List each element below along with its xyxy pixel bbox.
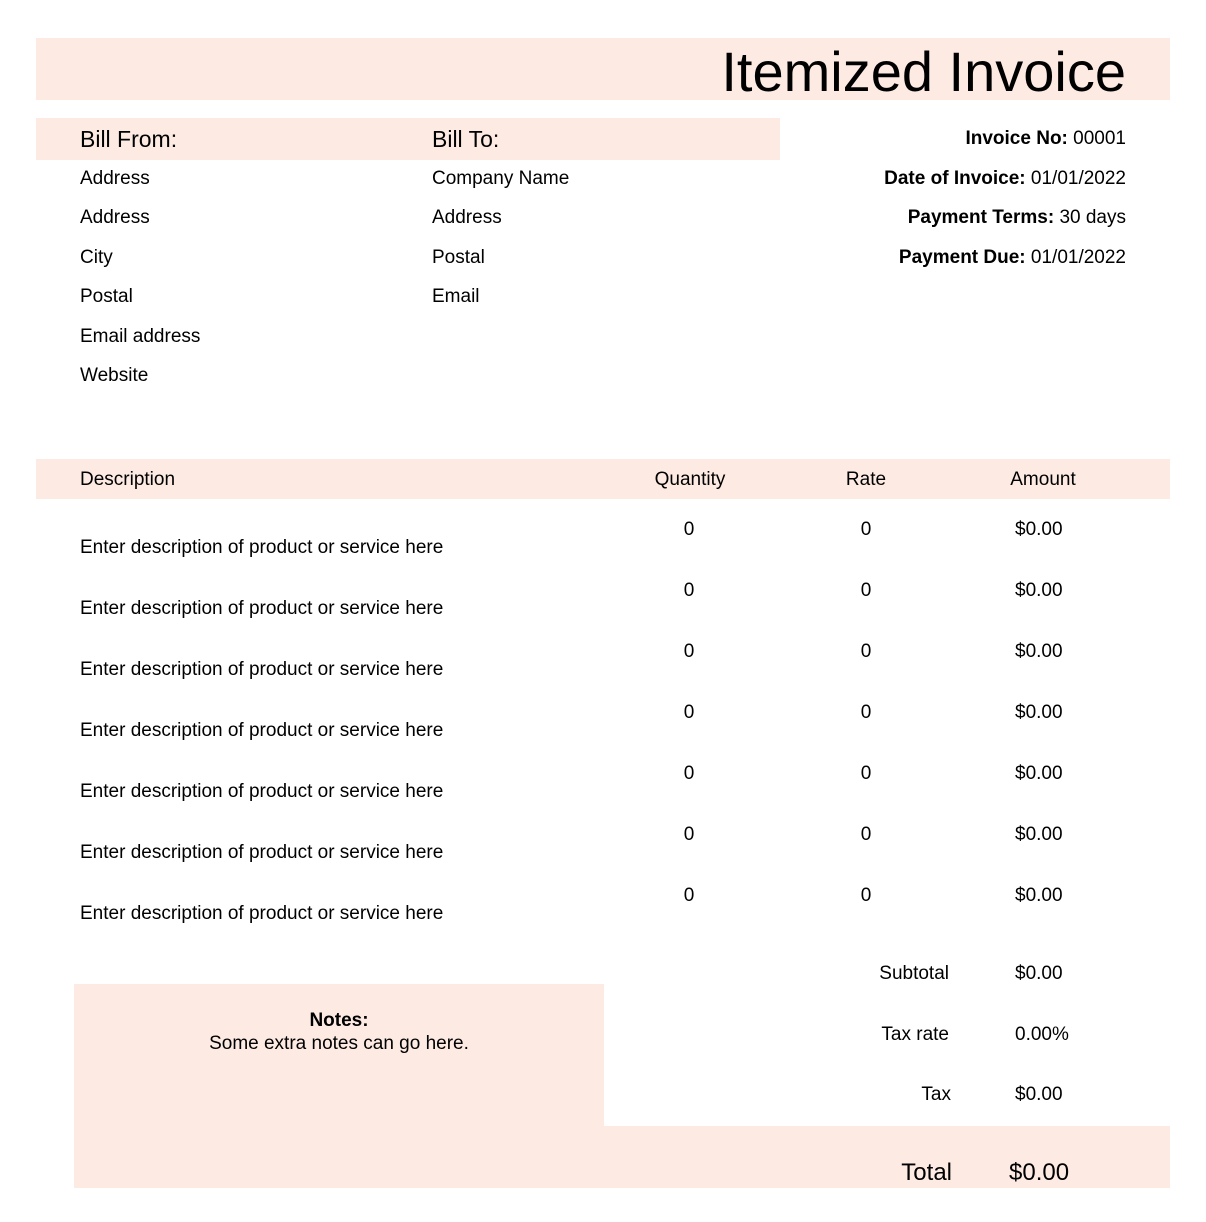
- bill-from-line: Website: [80, 365, 149, 386]
- meta-value: 01/01/2022: [1030, 168, 1126, 189]
- bill-from-line: Address: [80, 207, 150, 228]
- row-rate: 0: [860, 519, 872, 540]
- tax-value: $0.00: [1015, 1084, 1063, 1105]
- notes-text: Some extra notes can go here.: [209, 1033, 469, 1054]
- meta-label: Invoice No:: [965, 128, 1068, 149]
- col-header-amount: Amount: [1010, 469, 1076, 490]
- col-header-quantity: Quantity: [654, 469, 726, 490]
- meta-value: 30 days: [1059, 207, 1126, 228]
- row-amount: $0.00: [1015, 885, 1063, 906]
- row-rate: 0: [860, 641, 872, 662]
- notes-heading: Notes:: [309, 1010, 369, 1031]
- bill-to-heading: Bill To:: [432, 126, 500, 152]
- row-description: Enter description of product or service here: [80, 537, 444, 558]
- row-quantity: 0: [683, 641, 695, 662]
- subtotal-label: Subtotal: [879, 963, 949, 984]
- total-value: $0.00: [1009, 1159, 1070, 1186]
- subtotal-value: $0.00: [1015, 963, 1063, 984]
- row-amount: $0.00: [1015, 519, 1063, 540]
- taxrate-label: Tax rate: [881, 1024, 949, 1045]
- payment-due: [899, 246, 1126, 270]
- bill-to-line: Email: [432, 286, 480, 307]
- row-amount: $0.00: [1015, 580, 1063, 601]
- row-description: Enter description of product or service here: [80, 781, 444, 802]
- row-description: Enter description of product or service here: [80, 903, 444, 924]
- row-amount: $0.00: [1015, 641, 1063, 662]
- col-header-rate: Rate: [845, 469, 887, 490]
- row-amount: $0.00: [1015, 702, 1063, 723]
- row-quantity: 0: [683, 580, 695, 601]
- meta-label: Payment Terms:: [907, 207, 1055, 228]
- invoice-date: [884, 167, 1126, 191]
- bill-from-line: City: [80, 247, 113, 268]
- row-quantity: 0: [683, 519, 695, 540]
- invoice-number: [965, 127, 1126, 151]
- tax-label: Tax: [921, 1084, 951, 1105]
- meta-label: Payment Due:: [898, 247, 1026, 268]
- row-description: Enter description of product or service here: [80, 598, 444, 619]
- taxrate-value: 0.00%: [1015, 1024, 1069, 1045]
- bill-from-line: Postal: [80, 286, 133, 307]
- bill-from-line: Email address: [80, 326, 201, 347]
- row-rate: 0: [860, 824, 872, 845]
- row-description: Enter description of product or service here: [80, 720, 444, 741]
- row-rate: 0: [860, 702, 872, 723]
- bill-to-line: Company Name: [432, 168, 570, 189]
- row-description: Enter description of product or service here: [80, 842, 444, 863]
- row-amount: $0.00: [1015, 824, 1063, 845]
- row-quantity: 0: [683, 702, 695, 723]
- total-label: Total: [901, 1159, 952, 1186]
- bill-from-line: Address: [80, 168, 150, 189]
- invoice-title: Itemized Invoice: [721, 40, 1126, 103]
- row-rate: 0: [860, 580, 872, 601]
- col-header-description: Description: [80, 469, 176, 490]
- row-quantity: 0: [683, 763, 695, 784]
- bill-to-line: Address: [432, 207, 502, 228]
- bill-to-line: Postal: [432, 247, 485, 268]
- row-rate: 0: [860, 885, 872, 906]
- meta-value: 00001: [1073, 128, 1126, 149]
- row-quantity: 0: [683, 885, 695, 906]
- meta-value: 01/01/2022: [1030, 247, 1126, 268]
- meta-label: Date of Invoice:: [884, 168, 1026, 189]
- total-band: [604, 1126, 1170, 1188]
- row-quantity: 0: [683, 824, 695, 845]
- bill-from-heading: Bill From:: [80, 126, 178, 152]
- row-rate: 0: [860, 763, 872, 784]
- row-amount: $0.00: [1015, 763, 1063, 784]
- row-description: Enter description of product or service here: [80, 659, 444, 680]
- payment-terms: [908, 206, 1126, 230]
